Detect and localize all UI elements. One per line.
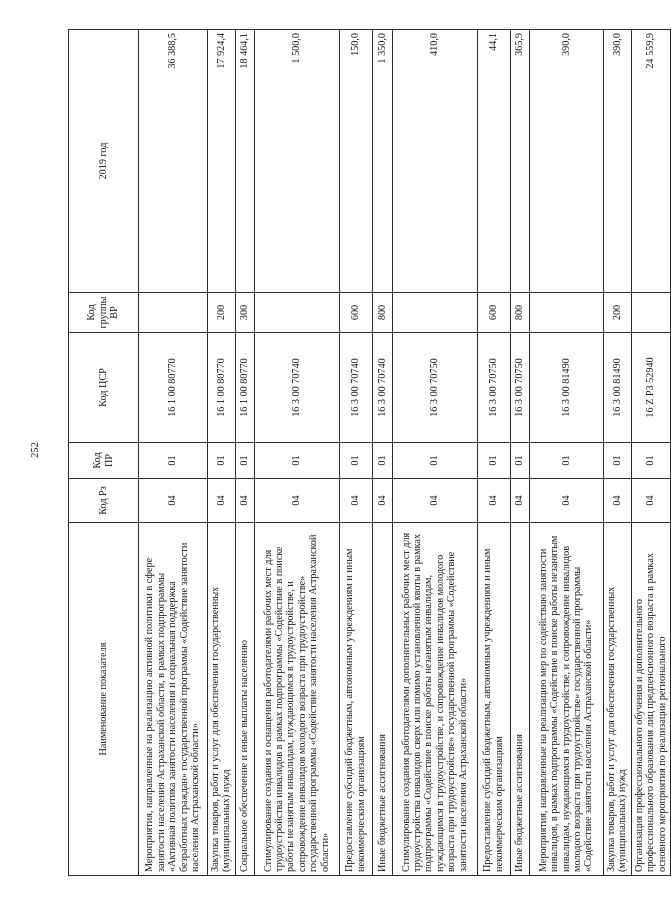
- cell-amount: 44,1: [477, 30, 510, 293]
- cell-vr: 800: [372, 293, 392, 333]
- cell-pr: 01: [477, 443, 510, 479]
- cell-rz: 04: [208, 479, 236, 523]
- cell-rz: 04: [139, 479, 208, 523]
- cell-rz: 04: [631, 479, 670, 523]
- cell-pr: 01: [529, 443, 603, 479]
- cell-pr: 01: [139, 443, 208, 479]
- cell-amount: 410,0: [392, 30, 477, 293]
- cell-rz: 04: [510, 479, 529, 523]
- cell-amount: 390,0: [603, 30, 631, 293]
- table-row: [529, 30, 603, 876]
- table-row: [235, 30, 254, 876]
- table-row: [208, 30, 236, 876]
- table-row: [510, 30, 529, 876]
- cell-rz: 04: [529, 479, 603, 523]
- cell-vr: 300: [235, 293, 254, 333]
- cell-amount: 1 350,0: [372, 30, 392, 293]
- table-row: [139, 30, 208, 876]
- header-year: 2019 год: [69, 30, 139, 293]
- header-pr: Код ПР: [69, 443, 139, 479]
- cell-name: Стимулирование создания работодателями дополнительных рабочих мест для трудоустройства инвалидов сверх или помимо установленной квоты в рамках подпрограммы «Содействие в поиске работы незанятым инвалидам, нуждающимся в трудоустройстве, и сопровождение инвалидов молодого возраста при трудоустройстве» государственной программы «Содействие занятости населения Астраханской области»: [392, 523, 477, 876]
- table-row: [603, 30, 631, 876]
- cell-csr: 16 3 00 70750: [510, 333, 529, 443]
- budget-table: [68, 29, 671, 876]
- cell-name: Закупка товаров, работ и услуг для обеспечения государственных (муниципальных) нужд: [603, 523, 631, 876]
- table-row: [477, 30, 510, 876]
- cell-pr: 01: [631, 443, 670, 479]
- header-csr: Код ЦСР: [69, 333, 139, 443]
- cell-vr: [392, 293, 477, 333]
- cell-csr: 16 Z P3 52940: [631, 333, 670, 443]
- rotated-table-container: [68, 30, 668, 876]
- table-row: [339, 30, 372, 876]
- cell-amount: 17 924,4: [208, 30, 236, 293]
- cell-rz: 04: [603, 479, 631, 523]
- cell-csr: 16 3 00 81490: [529, 333, 603, 443]
- cell-csr: 16 3 00 70740: [254, 333, 339, 443]
- cell-rz: 04: [372, 479, 392, 523]
- cell-csr: 16 3 00 70750: [477, 333, 510, 443]
- cell-pr: 01: [372, 443, 392, 479]
- cell-name: Иные бюджетные ассигнования: [372, 523, 392, 876]
- cell-pr: 01: [208, 443, 236, 479]
- cell-rz: 04: [477, 479, 510, 523]
- table-row: [631, 30, 670, 876]
- cell-vr: [631, 293, 670, 333]
- table-header-row: [69, 30, 139, 876]
- cell-rz: 04: [254, 479, 339, 523]
- cell-name: Предоставление субсидий бюджетным, автономным учреждениям и иным некоммерческим организациям: [477, 523, 510, 876]
- cell-amount: 365,9: [510, 30, 529, 293]
- table-row: [254, 30, 339, 876]
- cell-csr: 16 3 00 81490: [603, 333, 631, 443]
- cell-pr: 01: [339, 443, 372, 479]
- table-row: [372, 30, 392, 876]
- cell-vr: 600: [339, 293, 372, 333]
- cell-amount: 24 559,9: [631, 30, 670, 293]
- cell-name: Иные бюджетные ассигнования: [510, 523, 529, 876]
- cell-csr: 16 1 00 80770: [139, 333, 208, 443]
- cell-name: Социальное обеспечение и иные выплаты населению: [235, 523, 254, 876]
- cell-pr: 01: [510, 443, 529, 479]
- cell-vr: [139, 293, 208, 333]
- cell-amount: 36 388,5: [139, 30, 208, 293]
- cell-amount: 18 464,1: [235, 30, 254, 293]
- cell-csr: 16 1 00 80770: [208, 333, 236, 443]
- cell-vr: 800: [510, 293, 529, 333]
- cell-name: Мероприятия, направленные на реализацию мер по содействию занятости инвалидов, в рамках подпрограммы «Содействие в поиске работы незанятым инвалидам, нуждающимся в трудоустройстве, и сопровождение инвалидов молодого возраста при трудоустройстве» государственной программы «Содействие занятости населения Астраханской области»: [529, 523, 603, 876]
- cell-vr: 600: [477, 293, 510, 333]
- cell-name: Организация профессионального обучения и дополнительного профессионального образования лиц предпенсионного возраста в рамках основного мероприятия по реализации регионального: [631, 523, 670, 876]
- header-vr: Код группы ВР: [69, 293, 139, 333]
- cell-vr: 200: [208, 293, 236, 333]
- cell-csr: 16 1 00 80770: [235, 333, 254, 443]
- cell-name: Стимулирование создания и оснащения работодателями рабочих мест для трудоустройства инвалидов в рамках подпрограммы «Содействие в поиске работы незанятым инвалидам, нуждающимся в трудоустройстве, и сопровождение инвалидов молодого возраста при трудоустройстве» государственной программы «Содействие занятости населения Астраханской области»: [254, 523, 339, 876]
- cell-pr: 01: [603, 443, 631, 479]
- cell-rz: 04: [235, 479, 254, 523]
- cell-pr: 01: [392, 443, 477, 479]
- cell-vr: [529, 293, 603, 333]
- cell-vr: [254, 293, 339, 333]
- cell-pr: 01: [254, 443, 339, 479]
- cell-name: Предоставление субсидий бюджетным, автономным учреждениям и иным некоммерческим организациям: [339, 523, 372, 876]
- cell-amount: 1 500,0: [254, 30, 339, 293]
- cell-rz: 04: [339, 479, 372, 523]
- cell-vr: 200: [603, 293, 631, 333]
- cell-csr: 16 3 00 70740: [339, 333, 372, 443]
- cell-csr: 16 3 00 70750: [392, 333, 477, 443]
- header-name: Наименование показателя: [69, 523, 139, 876]
- cell-pr: 01: [235, 443, 254, 479]
- cell-rz: 04: [392, 479, 477, 523]
- cell-amount: 150,0: [339, 30, 372, 293]
- cell-csr: 16 3 00 70740: [372, 333, 392, 443]
- page-number: 252: [30, 442, 41, 458]
- table-row: [392, 30, 477, 876]
- cell-name: Мероприятия, направленные на реализацию активной политики в сфере занятости населения Астраханской области, в рамках подпрограммы «Активная политика занятости населения и социальная поддержка безработных граждан» государственной программы «Содействие занятости населения Астраханской области»: [139, 523, 208, 876]
- header-rz: Код Рз: [69, 479, 139, 523]
- cell-amount: 390,0: [529, 30, 603, 293]
- cell-name: Закупка товаров, работ и услуг для обеспечения государственных (муниципальных) нужд: [208, 523, 236, 876]
